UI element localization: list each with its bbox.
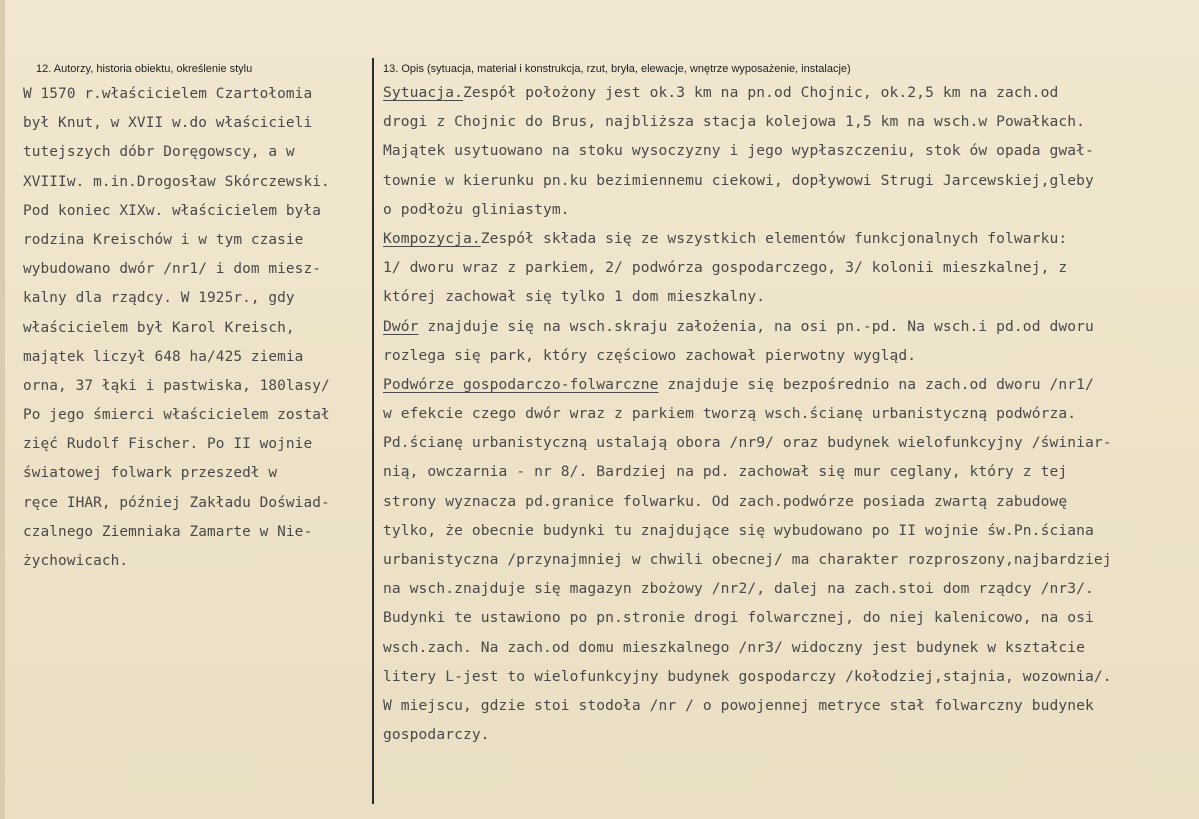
section-heading: Sytuacja.	[383, 84, 463, 101]
history-line: W 1570 r.właścicielem Czartołomia	[23, 86, 313, 102]
history-line: tutejszych dóbr Doręgowscy, a w	[23, 144, 295, 161]
line-text: Pd.ścianę urbanistyczną ustalają obora /nr9/ oraz budynek wielofunkcyjny /świniar-	[383, 434, 1112, 452]
line-text: gospodarczy.	[383, 726, 490, 744]
description-line	[383, 691, 1112, 720]
description-line	[383, 457, 1112, 486]
description-line	[383, 428, 1112, 457]
history-line: ręce IHAR, później Zakładu Doświad-	[23, 494, 330, 511]
line-text: o podłożu gliniastym.	[383, 200, 570, 218]
line-text: której zachował się tylko 1 dom mieszkalny.	[383, 288, 766, 306]
description-line	[383, 545, 1112, 574]
history-line: właścicielem był Karol Kreisch,	[23, 319, 295, 336]
line-text: znajduje się na wsch.skraju założenia, na osi pn.-pd. Na wsch.i pd.od dworu	[418, 317, 1094, 335]
history-line: żychowicach.	[23, 553, 129, 569]
section-heading: Kompozycja.	[383, 229, 481, 247]
description-line	[383, 603, 1112, 632]
description-line	[383, 107, 1112, 136]
history-line: światowej folwark przeszedł w	[23, 465, 278, 482]
description-line	[383, 195, 1112, 224]
line-text: townie w kierunku pn.ku bezimiennemu ciekowi, dopływowi Strugi Jarcewskiej,gleby	[383, 171, 1094, 189]
line-text: drogi z Chojnic do Brus, najbliższa stacja kolejowa 1,5 km na wsch.w Powałkach.	[383, 113, 1086, 131]
line-text: wsch.zach. Na zach.od domu mieszkalnego /nr3/ widoczny jest budynek w kształcie	[383, 638, 1086, 656]
line-text: W miejscu, gdzie stoi stodoła /nr / o powojennej metryce stał folwarczny budynek	[383, 696, 1094, 714]
description-line	[383, 633, 1112, 662]
line-text: rozlega się park, który częściowo zachował pierwotny wygląd.	[383, 346, 917, 364]
line-text: strony wyznacza pd.granice folwarku. Od zach.podwórze posiada zwartą zabudowę	[383, 492, 1068, 510]
section-heading: Podwórze gospodarczo-folwarczne	[383, 375, 659, 393]
description-line	[383, 78, 1112, 107]
description-line	[383, 370, 1112, 399]
history-line: rodzina Kreischów i w tym czasie	[23, 231, 304, 248]
description-line	[383, 224, 1112, 253]
history-line: majątek liczył 648 ha/425 ziemia	[23, 348, 304, 365]
column-divider	[372, 58, 374, 804]
description-line	[383, 312, 1112, 341]
card-edge	[0, 0, 5, 819]
description-line	[383, 282, 1112, 311]
description-text	[383, 78, 1112, 749]
section-heading: Dwór	[383, 317, 419, 335]
line-text: w efekcie czego dwór wraz z parkiem tworzą wsch.ścianę urbanistyczną podwórza.	[383, 405, 1077, 423]
history-line: czalnego Ziemniaka Zamarte w Nie-	[23, 523, 313, 540]
line-text: Zespół składa się ze wszystkich elementów funkcjonalnych folwarku:	[480, 229, 1068, 247]
history-line: XVIIIw. m.in.Drogosław Skórczewski.	[23, 173, 330, 190]
line-text: urbanistyczna /przynajmniej w chwili obecnej/ ma charakter rozproszony,najbardziej	[383, 551, 1112, 568]
line-text: litery L-jest to wielofunkcyjny budynek gospodarczy /kołodziej,stajnia, wozownia/.	[383, 667, 1112, 685]
description-line	[383, 720, 1112, 749]
description-line	[383, 662, 1112, 691]
section-12-header: 12. Autorzy, historia obiektu, określenie stylu	[36, 63, 253, 75]
description-line	[383, 487, 1112, 516]
history-line: był Knut, w XVII w.do właścicieli	[23, 115, 313, 132]
description-line	[383, 516, 1112, 545]
line-text: nią, owczarnia - nr 8/. Bardziej na pd. zachował się mur ceglany, który z tej	[383, 463, 1068, 481]
history-line: wybudowano dwór /nr1/ i dom miesz-	[23, 261, 321, 278]
line-text: na wsch.znajduje się magazyn zbożowy /nr2/, dalej na zach.stoi dom rządcy /nr3/.	[383, 580, 1094, 598]
history-line: orna, 37 łąki i pastwiska, 180lasy/	[23, 377, 330, 394]
description-line	[383, 399, 1112, 428]
line-text: Budynki te ustawiono po pn.stronie drogi folwarcznej, do niej kalenicowo, na osi	[383, 609, 1094, 627]
line-text: 1/ dworu wraz z parkiem, 2/ podwórza gospodarczego, 3/ kolonii mieszkalnej, z	[383, 259, 1068, 277]
line-text: Zespół położony jest ok.3 km na pn.od Chojnic, ok.2,5 km na zach.od	[462, 84, 1059, 101]
line-text: tylko, że obecnie budynki tu znajdujące się wybudowano po II wojnie św.Pn.ściana	[383, 521, 1094, 539]
description-line	[383, 166, 1112, 195]
history-line: zięć Rudolf Fischer. Po II wojnie	[23, 436, 313, 453]
description-line	[383, 574, 1112, 603]
history-line: Pod koniec XIXw. właścicielem była	[23, 202, 321, 219]
description-line	[383, 341, 1112, 370]
history-line: Po jego śmierci właścicielem został	[23, 407, 330, 424]
line-text: Majątek usytuowano na stoku wysoczyzny i jego wypłaszczeniu, stok ów opada gwał-	[383, 142, 1094, 160]
line-text: znajduje się bezpośrednio na zach.od dworu /nr1/	[658, 375, 1094, 393]
history-text	[23, 80, 330, 576]
history-line: kalny dla rządcy. W 1925r., gdy	[23, 290, 295, 307]
description-line	[383, 253, 1112, 282]
description-line	[383, 136, 1112, 165]
section-13-header: 13. Opis (sytuacja, materiał i konstrukcja, rzut, bryła, elewacje, wnętrze wyposażenie, instalacje)	[383, 63, 851, 75]
